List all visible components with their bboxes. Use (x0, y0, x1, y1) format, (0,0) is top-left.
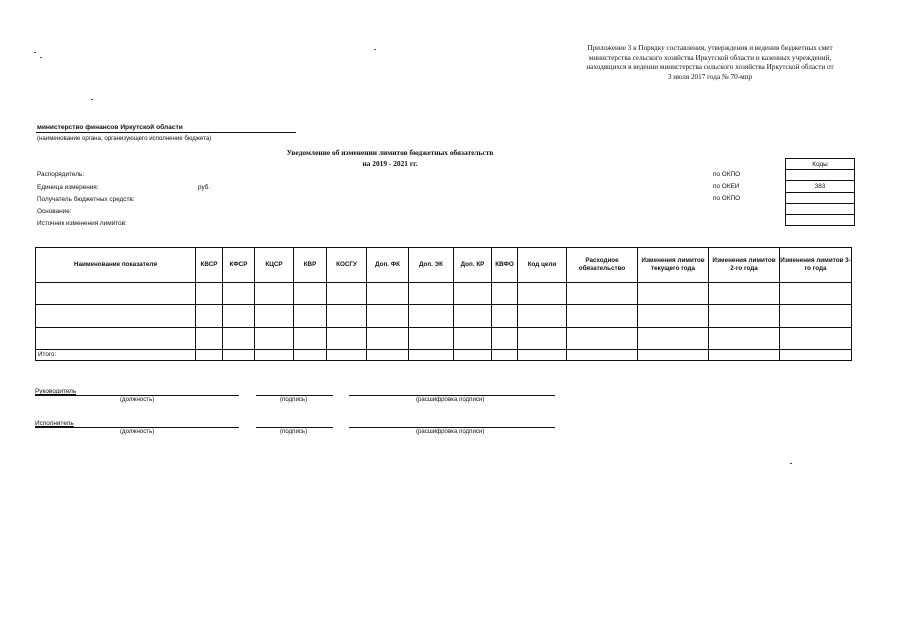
org-caption: (наименование органа, организующего исполнение бюджета) (37, 135, 212, 142)
table-row (36, 283, 852, 305)
okpo-label-2: по ОКПО (713, 195, 741, 202)
table-cell[interactable] (327, 350, 367, 361)
table-cell[interactable] (454, 328, 492, 350)
col-header: КФСР (223, 248, 255, 283)
table-cell[interactable] (780, 328, 852, 350)
table-cell[interactable] (327, 305, 367, 328)
col-header: Изменения лимитов текущего года (638, 248, 709, 283)
table-cell[interactable] (567, 328, 638, 350)
table-cell[interactable] (294, 283, 327, 305)
scan-speck (374, 49, 376, 50)
col-header: Наименование показателя (36, 248, 196, 283)
limits-table (35, 247, 852, 361)
unit-label: Единица измерения: (37, 184, 99, 191)
table-cell[interactable] (36, 283, 196, 305)
signature-caption: (подпись) (280, 396, 308, 403)
appendix-line: министерства сельского хозяйства Иркутской области и казенных учреждений, (588, 53, 832, 62)
table-cell[interactable] (454, 283, 492, 305)
table-cell[interactable] (223, 350, 255, 361)
table-cell[interactable] (638, 328, 709, 350)
table-row (36, 305, 852, 328)
table-cell[interactable] (223, 305, 255, 328)
table-cell[interactable] (367, 350, 409, 361)
source-label: Источник изменения лимитов: (37, 220, 127, 227)
table-cell[interactable] (518, 328, 567, 350)
table-cell[interactable] (409, 328, 454, 350)
col-header: КОСГУ (327, 248, 367, 283)
table-cell[interactable] (36, 305, 196, 328)
table-cell[interactable] (196, 350, 223, 361)
table-cell[interactable] (294, 328, 327, 350)
table-cell[interactable] (255, 350, 294, 361)
col-header: КВФО (492, 248, 518, 283)
okei-code-cell[interactable]: 383 (786, 181, 855, 192)
table-cell[interactable] (492, 328, 518, 350)
table-cell[interactable] (367, 305, 409, 328)
table-cell[interactable] (454, 350, 492, 361)
table-cell[interactable] (409, 283, 454, 305)
total-row (36, 350, 852, 361)
source-code-cell[interactable] (786, 214, 855, 225)
executor-signature-label: Исполнитель (35, 420, 74, 427)
appendix-line: Приложение 3 к Порядку составления, утверждения и ведения бюджетных смет (587, 44, 833, 52)
recipient-label: Получатель бюджетных средств: (37, 196, 135, 203)
table-cell[interactable] (638, 305, 709, 328)
position-caption: (должность) (120, 396, 155, 403)
appendix-note (560, 44, 860, 82)
col-header: Код цели (518, 248, 567, 283)
org-name: министерство финансов Иркутской области (37, 124, 183, 131)
codes-box (785, 158, 855, 226)
basis-label: Основание: (37, 208, 72, 215)
col-header: КВР (294, 248, 327, 283)
table-cell[interactable] (709, 283, 780, 305)
table-cell[interactable] (518, 283, 567, 305)
col-header: КЦСР (255, 248, 294, 283)
table-cell[interactable] (223, 283, 255, 305)
table-cell[interactable] (638, 350, 709, 361)
table-cell[interactable] (492, 305, 518, 328)
table-cell[interactable] (367, 328, 409, 350)
position-caption: (должность) (120, 428, 155, 435)
table-cell[interactable] (492, 350, 518, 361)
scan-speck (40, 57, 42, 58)
col-header: Доп. КР (454, 248, 492, 283)
table-cell[interactable] (409, 305, 454, 328)
table-cell[interactable] (409, 350, 454, 361)
table-cell[interactable] (780, 283, 852, 305)
document-title (200, 147, 580, 169)
administrator-label: Распорядитель: (37, 171, 85, 178)
table-cell[interactable] (327, 328, 367, 350)
org-underline (36, 132, 296, 133)
scan-speck (34, 52, 36, 53)
table-cell[interactable] (567, 305, 638, 328)
table-cell[interactable] (294, 350, 327, 361)
table-cell[interactable] (518, 305, 567, 328)
table-cell[interactable] (223, 328, 255, 350)
appendix-line: находящихся в ведении министерства сельского хозяйства Иркутской области от (586, 63, 834, 72)
head-signature-label: Руководитель (35, 388, 77, 395)
table-cell[interactable] (518, 350, 567, 361)
col-header: Доп. ЭК (409, 248, 454, 283)
table-cell[interactable] (36, 328, 196, 350)
scan-speck (790, 463, 792, 464)
col-header: Доп. ФК (367, 248, 409, 283)
table-cell[interactable] (327, 283, 367, 305)
total-label: Итого: (36, 350, 196, 361)
table-cell[interactable] (196, 283, 223, 305)
table-cell[interactable] (709, 328, 780, 350)
table-cell[interactable] (780, 305, 852, 328)
okpo-code-cell[interactable] (786, 170, 855, 181)
table-cell[interactable] (638, 283, 709, 305)
table-cell[interactable] (567, 350, 638, 361)
table-cell[interactable] (567, 283, 638, 305)
table-cell[interactable] (454, 305, 492, 328)
col-header: Расходное обязательство (567, 248, 638, 283)
table-cell[interactable] (255, 328, 294, 350)
col-header: Изменения лимитов 3-го года (780, 248, 852, 283)
title-period: на 2019 - 2021 гг. (362, 159, 418, 168)
table-cell[interactable] (367, 283, 409, 305)
table-row (36, 328, 852, 350)
decoding-caption: (расшифровка подписи) (416, 396, 485, 403)
table-cell[interactable] (294, 305, 327, 328)
table-cell[interactable] (709, 350, 780, 361)
appendix-line: 3 июля 2017 года № 70-мпр (667, 72, 753, 81)
codes-header: Коды (786, 159, 855, 170)
basis-code-cell[interactable] (786, 203, 855, 214)
decoding-caption: (расшифровка подписи) (416, 428, 485, 435)
table-cell[interactable] (196, 328, 223, 350)
scan-speck (91, 99, 93, 100)
col-header: Изменения лимитов 2-го года (709, 248, 780, 283)
table-header-row (36, 248, 852, 283)
okpo-label: по ОКПО (713, 171, 741, 178)
table-cell[interactable] (709, 305, 780, 328)
col-header: КВСР (196, 248, 223, 283)
table-cell[interactable] (492, 283, 518, 305)
table-cell[interactable] (255, 305, 294, 328)
title-line: Уведомление об изменении лимитов бюджетных обязательств (286, 148, 494, 157)
okpo-code-cell-2[interactable] (786, 192, 855, 203)
table-cell[interactable] (255, 283, 294, 305)
table-cell[interactable] (780, 350, 852, 361)
table-cell[interactable] (196, 305, 223, 328)
okei-label: по ОКЕИ (713, 183, 740, 190)
unit-value: руб. (198, 184, 211, 191)
signature-caption: (подпись) (280, 428, 308, 435)
